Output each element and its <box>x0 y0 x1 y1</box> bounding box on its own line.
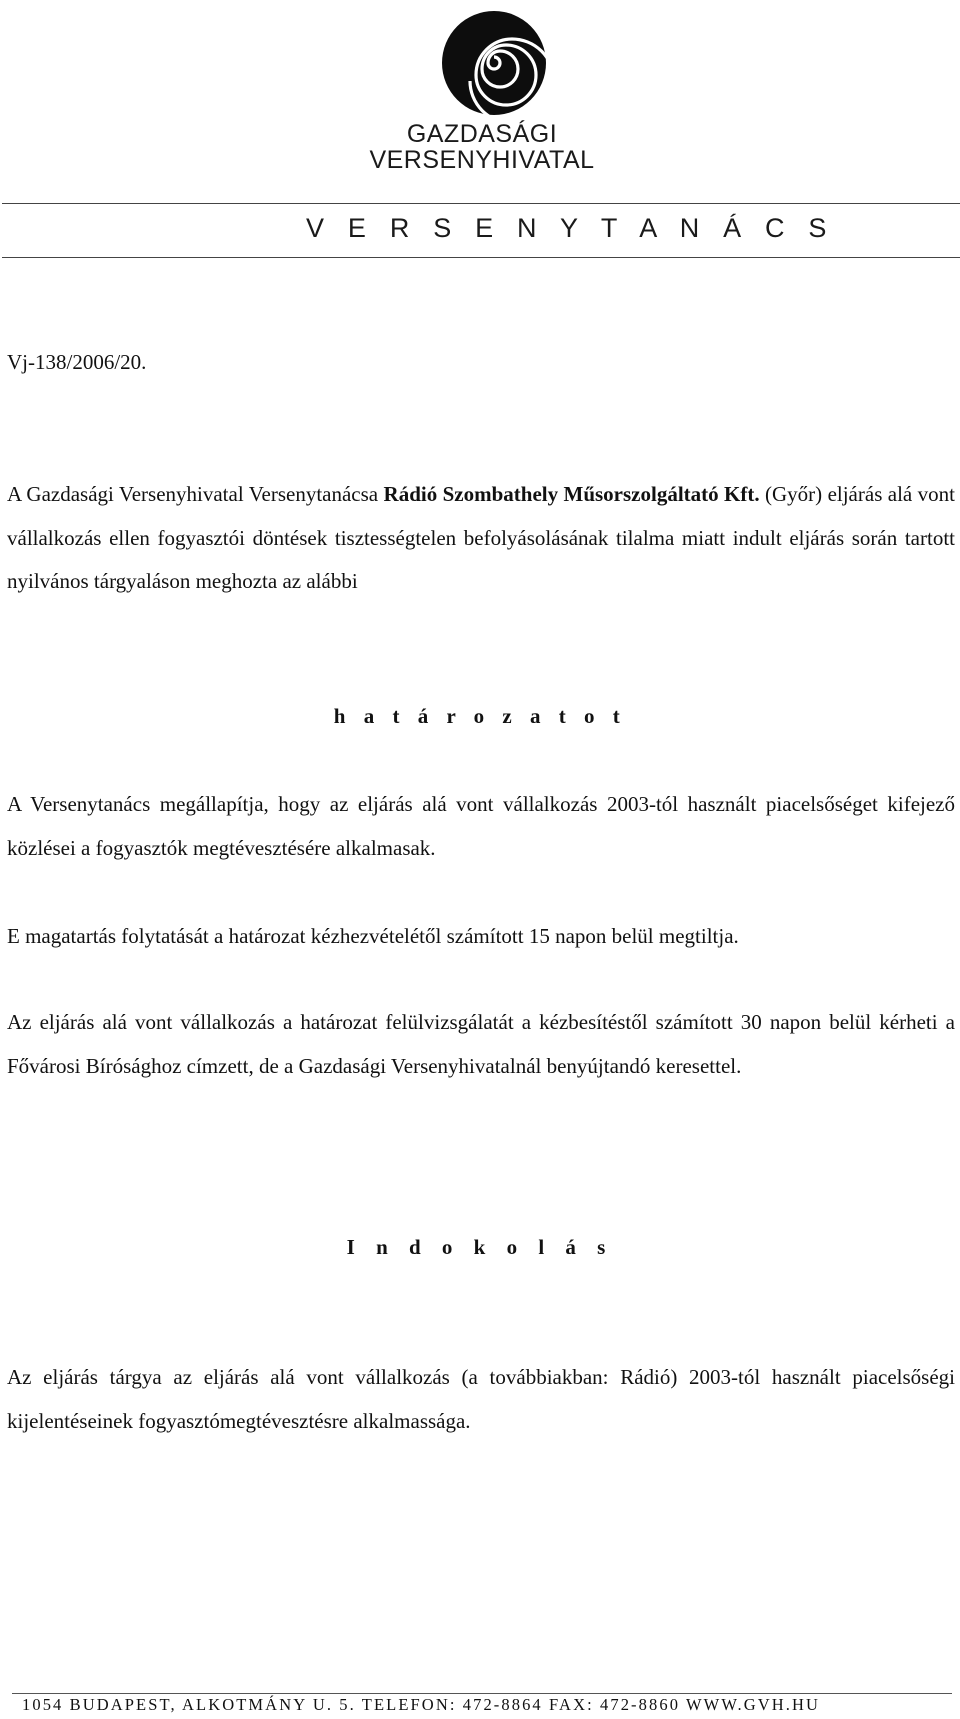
header-top-rule <box>2 203 960 204</box>
footer-rule <box>12 1693 952 1694</box>
council-title: V E R S E N Y T A N Á C S <box>306 213 835 243</box>
case-reference: Vj-138/2006/20. <box>7 350 147 374</box>
agency-logo <box>362 8 602 178</box>
spiral-logo-icon <box>439 8 549 118</box>
company-name: Rádió Szombathely Műsorszolgáltató Kft. <box>383 482 760 506</box>
intro-text-part1: A Gazdasági Versenyhivatal Versenytanácsa <box>7 482 384 506</box>
decision-paragraph-1: A Versenytanács megállapítja, hogy az eljárás alá vont vállalkozás 2003-tól használt piacelsőséget kifejező közlései a fogyasztók megtévesztésére alkalmasak. <box>7 792 955 860</box>
reasoning-paragraph-1: Az eljárás tárgya az eljárás alá vont vállalkozás (a továbbiakban: Rádió) 2003-tól használt piacelsőségi kijelentéseinek fogyasztómegtévesztésre alkalmassága. <box>7 1365 955 1433</box>
footer-address: 1054 BUDAPEST, ALKOTMÁNY U. 5. TELEFON: 472-8864 FAX: 472-8860 WWW.GVH.HU <box>22 1695 821 1714</box>
header-bottom-rule <box>2 257 960 258</box>
intro-text-part2: (Győr) eljárás alá vont vállalkozás ellen fogyasztói döntések tisztességtelen befolyásolásának tilalma miatt indult eljárás során tartott nyilvános tárgyaláson meghozta az alábbi <box>7 482 955 593</box>
logo-text-line1: GAZDASÁGI <box>406 120 558 148</box>
decision-paragraph-3: Az eljárás alá vont vállalkozás a határozat felülvizsgálatát a kézbesítéstől számított 30 napon belül kérheti a Fővárosi Bírósághoz címzett, de a Gazdasági Versenyhivatalnál benyújtandó keresettel. <box>7 1010 955 1078</box>
reasoning-heading: I n d o k o l á s <box>346 1235 614 1259</box>
decision-paragraph-2: E magatartás folytatását a határozat kézhezvételétől számított 15 napon belül megtiltja. <box>7 924 739 948</box>
logo-text-line2: VERSENYHIVATAL <box>369 146 595 174</box>
intro-paragraph <box>7 473 955 604</box>
decision-heading: h a t á r o z a t o t <box>333 704 627 728</box>
